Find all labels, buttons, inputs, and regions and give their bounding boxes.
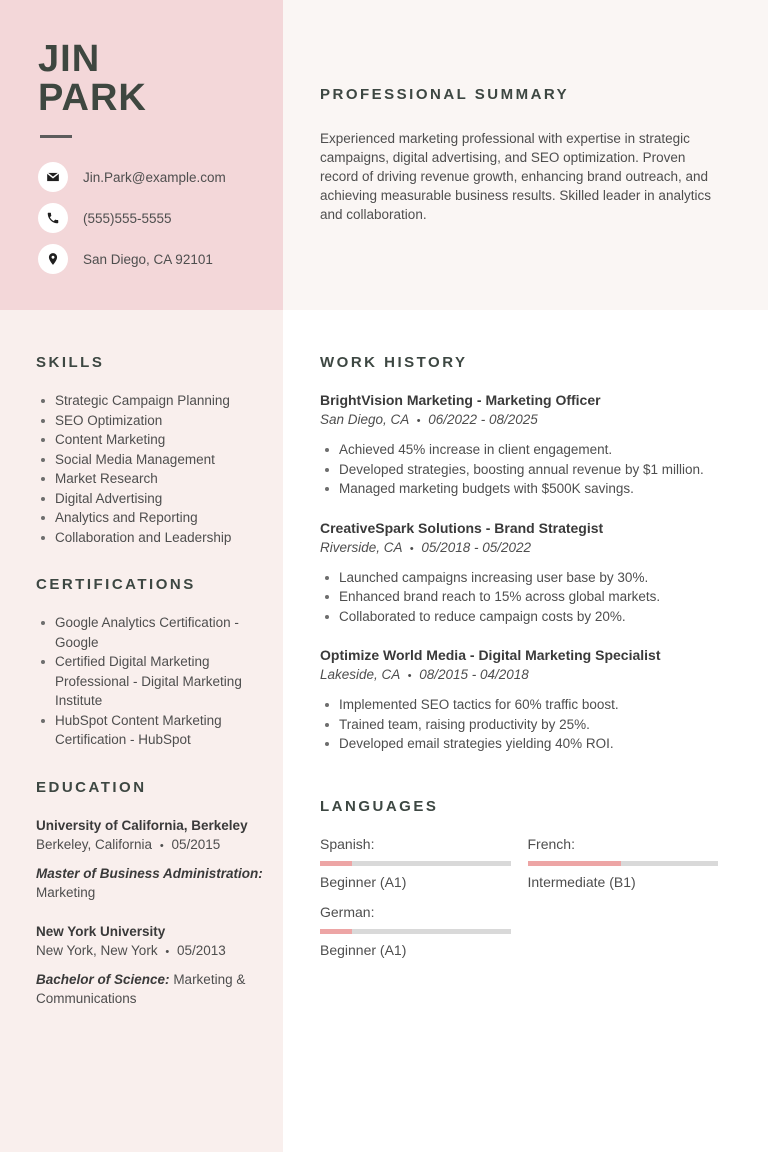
- skill-item: Market Research: [36, 469, 267, 489]
- contact-phone: (555)555-5555: [83, 210, 172, 226]
- work-history-heading: WORK HISTORY: [320, 354, 468, 371]
- certifications-heading: CERTIFICATIONS: [36, 576, 196, 593]
- sidebar: [0, 310, 283, 1152]
- bullet-separator: •: [407, 670, 412, 682]
- bullet-separator: •: [416, 415, 421, 427]
- job-title: [320, 391, 718, 410]
- email-icon: [38, 162, 68, 192]
- summary-text: Experienced marketing professional with expertise in strategic campaigns, digital advertising, and SEO optimization. Proven record of driving revenue growth, enhancing brand outreach, and achieving measurable business results. Skilled leader in analytics and collaboration.: [320, 131, 711, 222]
- education-degree: [36, 970, 267, 1008]
- dash-separator: -: [469, 647, 475, 663]
- professional-summary-section: [283, 0, 768, 310]
- education-school: New York University: [36, 923, 166, 939]
- bullet-separator: •: [159, 839, 164, 852]
- bullet-separator: •: [165, 945, 170, 958]
- education-degree: [36, 864, 267, 902]
- job-company: BrightVision Marketing: [320, 392, 473, 408]
- language-item: [320, 836, 511, 890]
- contact-list: [38, 162, 263, 274]
- certification-item: Google Analytics Certification - Google: [36, 613, 267, 652]
- certifications-section: [36, 576, 267, 750]
- job-title: [320, 519, 718, 538]
- location-icon: [38, 244, 68, 274]
- education-school: University of California, Berkeley: [36, 817, 248, 833]
- language-progress-bar: [528, 861, 719, 866]
- summary-heading: PROFESSIONAL SUMMARY: [320, 86, 570, 103]
- job-dates: 06/2022 - 08/2025: [428, 412, 538, 427]
- job-bullet: Implemented SEO tactics for 60% traffic boost.: [320, 695, 718, 715]
- education-location: New York, New York: [36, 942, 158, 958]
- education-entry: [36, 922, 267, 1008]
- language-progress-fill: [320, 861, 352, 866]
- job-meta: [320, 665, 718, 686]
- language-level: Intermediate (B1): [527, 873, 636, 890]
- language-progress-bar: [320, 861, 511, 866]
- dash-separator: -: [476, 392, 482, 408]
- main-content: [283, 310, 768, 1152]
- phone-icon: [38, 203, 68, 233]
- contact-email: Jin.Park@example.com: [83, 169, 226, 185]
- education-heading: EDUCATION: [36, 778, 147, 796]
- certification-item: Certified Digital Marketing Professional - Digital Marketing Institute: [36, 652, 267, 711]
- contact-location-row: [38, 244, 263, 274]
- job-bullets: [320, 440, 718, 499]
- dash-separator: -: [485, 519, 491, 536]
- contact-phone-row: [38, 203, 263, 233]
- job-bullet: Developed email strategies yielding 40% ROI.: [320, 734, 718, 754]
- job-entry: [320, 519, 718, 627]
- certifications-list: [36, 613, 267, 750]
- education-meta: [36, 941, 267, 962]
- name-first: JIN: [38, 38, 101, 80]
- degree-field: Marketing & Communications: [36, 971, 246, 1006]
- skill-item: SEO Optimization: [36, 411, 267, 431]
- language-level: Beginner (A1): [320, 873, 407, 890]
- job-location: Riverside, CA: [320, 539, 403, 555]
- degree-field: Marketing: [36, 884, 96, 900]
- job-bullet: Achieved 45% increase in client engagement.: [320, 440, 718, 460]
- job-bullets: [320, 568, 718, 627]
- language-level: Beginner (A1): [320, 941, 407, 958]
- job-bullet: Managed marketing budgets with $500K savings.: [320, 479, 718, 499]
- languages-heading: LANGUAGES: [320, 797, 439, 815]
- degree-name: Master of Business Administration:: [36, 865, 263, 881]
- job-bullet: Developed strategies, boosting annual revenue by $1 million.: [320, 460, 718, 480]
- contact-email-row: [38, 162, 263, 192]
- certification-item: HubSpot Content Marketing Certification - HubSpot: [36, 711, 267, 750]
- job-location: San Diego, CA: [320, 412, 409, 427]
- skills-list: [36, 391, 267, 547]
- job-role: Brand Strategist: [494, 519, 604, 536]
- education-location: Berkeley, California: [36, 836, 153, 852]
- skill-item: Digital Advertising: [36, 489, 267, 509]
- job-entry: [320, 646, 718, 754]
- language-progress-fill: [528, 861, 621, 866]
- contact-location: San Diego, CA 92101: [83, 251, 213, 267]
- job-entry: [320, 391, 718, 499]
- header-block: [0, 0, 283, 310]
- job-bullet: Launched campaigns increasing user base by 30%.: [320, 568, 718, 588]
- skills-heading: SKILLS: [36, 354, 105, 371]
- education-section: [36, 779, 267, 1008]
- work-history-section: [320, 354, 718, 754]
- languages-section: [320, 798, 718, 958]
- language-item: [528, 836, 719, 890]
- job-company: Optimize World Media: [320, 647, 466, 663]
- name-last: PARK: [38, 77, 147, 119]
- language-name: German:: [320, 903, 375, 920]
- education-date: 05/2015: [171, 836, 221, 852]
- job-bullet: Collaborated to reduce campaign costs by 20%.: [320, 607, 718, 627]
- candidate-name: [38, 40, 263, 118]
- skill-item: Collaboration and Leadership: [36, 528, 267, 548]
- education-entry: [36, 816, 267, 902]
- language-name: French:: [527, 835, 575, 852]
- job-title: [320, 646, 718, 665]
- language-progress-bar: [320, 929, 511, 934]
- job-company: CreativeSpark Solutions: [320, 519, 482, 536]
- skill-item: Analytics and Reporting: [36, 508, 267, 528]
- job-dates: 08/2015 - 04/2018: [419, 667, 529, 682]
- skill-item: Content Marketing: [36, 430, 267, 450]
- languages-grid: [320, 836, 718, 958]
- job-meta: [320, 410, 718, 431]
- job-bullet: Enhanced brand reach to 15% across global markets.: [320, 587, 718, 607]
- language-name: Spanish:: [320, 835, 375, 852]
- job-meta: [320, 538, 718, 559]
- education-date: 05/2013: [176, 942, 226, 958]
- job-dates: 05/2018 - 05/2022: [421, 539, 532, 555]
- name-divider: [40, 135, 72, 138]
- language-item: [320, 904, 511, 958]
- job-role: Digital Marketing Specialist: [478, 647, 661, 663]
- job-location: Lakeside, CA: [320, 667, 400, 682]
- skill-item: Social Media Management: [36, 450, 267, 470]
- skills-section: [36, 354, 267, 547]
- bullet-separator: •: [409, 542, 414, 555]
- job-bullets: [320, 695, 718, 754]
- job-role: Marketing Officer: [485, 392, 601, 408]
- degree-name: Bachelor of Science:: [36, 971, 170, 987]
- skill-item: Strategic Campaign Planning: [36, 391, 267, 411]
- job-bullet: Trained team, raising productivity by 25%.: [320, 715, 718, 735]
- language-progress-fill: [320, 929, 352, 934]
- education-meta: [36, 835, 267, 856]
